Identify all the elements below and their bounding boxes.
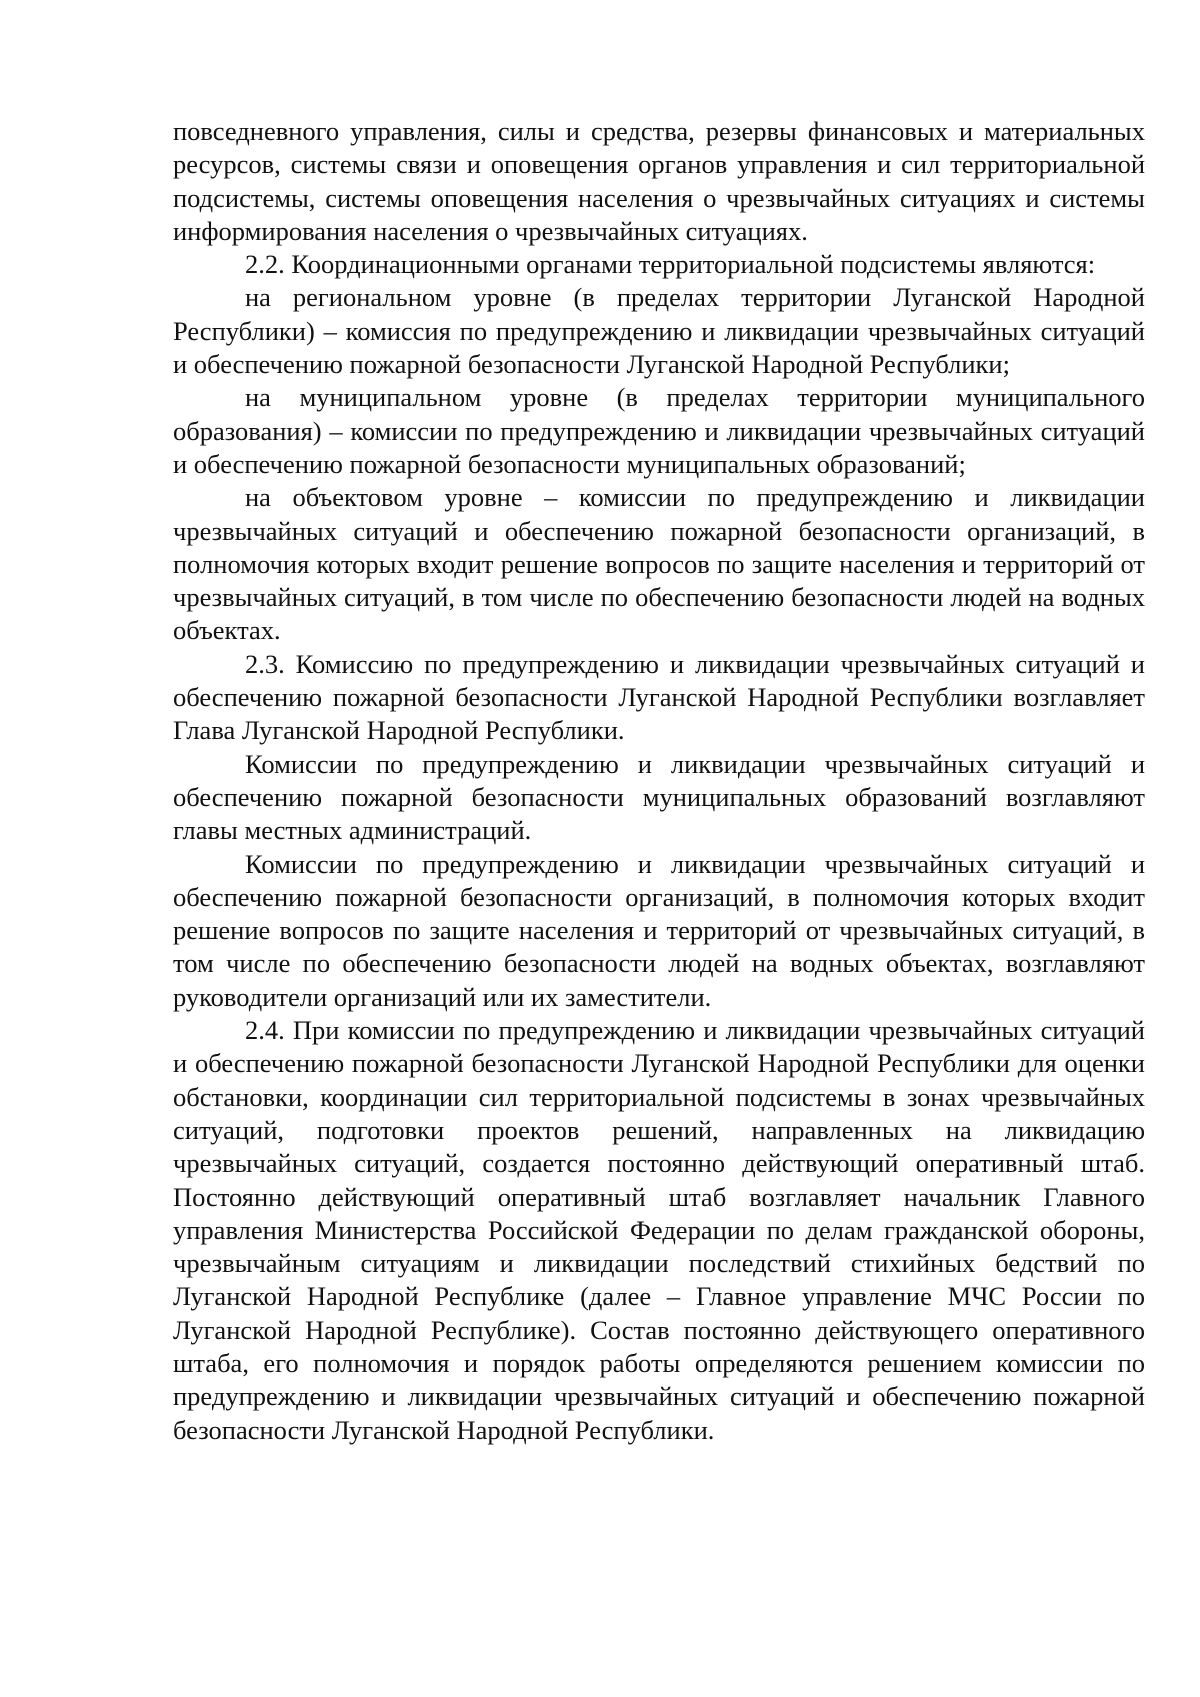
paragraph-2-4: 2.4. При комиссии по предупреждению и ликвидации чрезвычайных ситуаций и обеспечению пожарной безопасности Луганской Народной Республики для оценки обстановки, координации сил территориальной подсистемы в зонах чрезвычайных ситуаций, подготовки проектов решений, направленных на ликвидацию чрезвычайных ситуаций, создается постоянно действующий оперативный штаб. Постоянно действующий оперативный штаб возглавляет начальник Главного управления Министерства Российской Федерации по делам гражданской обороны, чрезвычайным ситуациям и ликвидации последствий стихийных бедствий по Луганской Народной Республике (далее – Главное управление МЧС России по Луганской Народной Республике). Состав постоянно действующего оперативного штаба, его полномочия и порядок работы определяются решением комиссии по предупреждению и ликвидации чрезвычайных ситуаций и обеспечению пожарной безопасности Луганской Народной Республики. — [173, 1015, 1145, 1445]
paragraph-2-2-heading: 2.2. Координационными органами территориальной подсистемы являются: — [245, 249, 1096, 280]
document-page — [173, 115, 1145, 1447]
paragraph-continuation: повседневного управления, силы и средства, резервы финансовых и материальных ресурсов, системы связи и оповещения органов управления и сил территориальной подсистемы, системы оповещения населения о чрезвычайных ситуациях и системы информирования населения о чрезвычайных ситуациях. — [173, 116, 1145, 246]
paragraph-regional-level: на региональном уровне (в пределах территории Луганской Народной Республики) – комиссия по предупреждению и ликвидации чрезвычайных ситуаций и обеспечению пожарной безопасности Луганской Народной Республики; — [173, 282, 1145, 380]
paragraph-2-3: 2.3. Комиссию по предупреждению и ликвидации чрезвычайных ситуаций и обеспечению пожарной безопасности Луганской Народной Республики возглавляет Глава Луганской Народной Республики. — [173, 648, 1145, 746]
paragraph-municipal-commissions: Комиссии по предупреждению и ликвидации чрезвычайных ситуаций и обеспечению пожарной безопасности муниципальных образований возглавляют главы местных администраций. — [173, 748, 1145, 846]
paragraph-object-level: на объектовом уровне – комиссии по предупреждению и ликвидации чрезвычайных ситуаций и обеспечению пожарной безопасности организаций, в полномочия которых входит решение вопросов по защите населения и территорий от чрезвычайных ситуаций, в том числе по обеспечению безопасности людей на водных объектах. — [173, 482, 1145, 646]
paragraph-municipal-level: на муниципальном уровне (в пределах территории муниципального образования) – комиссии по предупреждению и ликвидации чрезвычайных ситуаций и обеспечению пожарной безопасности муниципальных образований; — [173, 382, 1145, 479]
paragraph-organization-commissions: Комиссии по предупреждению и ликвидации чрезвычайных ситуаций и обеспечению пожарной безопасности организаций, в полномочия которых входит решение вопросов по защите населения и территорий от чрезвычайных ситуаций, в том числе по обеспечению безопасности людей на водных объектах, возглавляют руководители организаций или их заместители. — [173, 848, 1145, 1012]
